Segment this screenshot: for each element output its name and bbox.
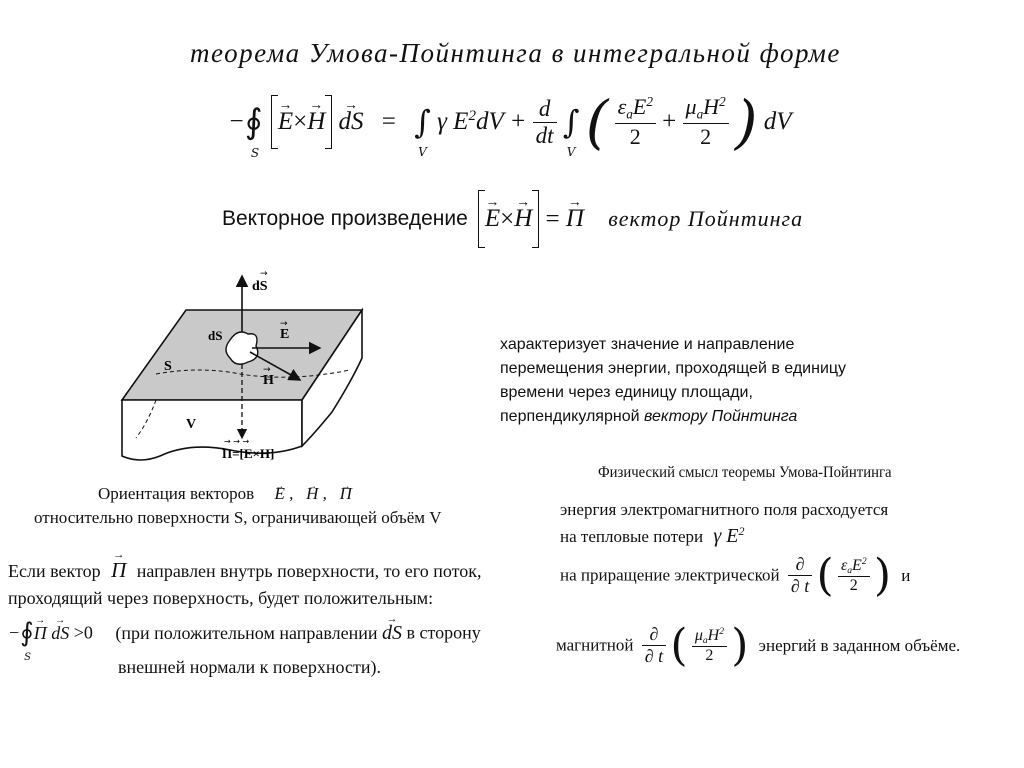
label-dS-patch: dS [208, 328, 223, 343]
bottom-line1b: направлен внутрь поверхности, то его поток, [136, 561, 482, 581]
caption-line2: относительно поверхности S, ограничивающей объём V [34, 508, 442, 527]
caption-line1: Ориентация векторов [98, 484, 255, 503]
physical-line3-row: на приращение электрической $\frac{\partial}{\partial t}$ ( $\frac{\varepsilon_aE^2}{2}$ ) и [560, 550, 911, 601]
bottom-line2: проходящий через поверхность, будет положительным: [8, 588, 434, 608]
bottom-cond-a: (при положительном направлении [115, 622, 378, 643]
svg-text:→: → [280, 319, 288, 329]
pointing-vector-label: вектор Пойнтинга [608, 206, 804, 231]
bottom-line4: внешней нормали к поверхности). [118, 657, 381, 677]
bottom-line3-row: −∮ S → П → dS >0 (при положительном направлении → dS в сторону [8, 618, 481, 658]
physical-line4b: энергий в заданном объёме. [758, 635, 961, 655]
diagram-caption: Ориентация векторов → E , → H , → П относительно поверхности S, ограничивающей объём V [98, 482, 442, 530]
label-V: V [186, 417, 197, 432]
physical-line1: энергия электромагнитного поля расходуется [560, 500, 889, 519]
label-S: S [164, 359, 172, 374]
label-H: H [263, 373, 274, 388]
bottom-line1a: Если вектор [8, 561, 101, 581]
volume-front-face [122, 400, 302, 460]
physical-line2-row: на тепловые потери γ $E^2$ [560, 524, 745, 548]
bottom-cond-b: в сторону [406, 622, 481, 643]
svg-text:→: → [260, 269, 268, 279]
description-line2: перемещения энергии, проходящей в единицу [500, 360, 847, 377]
physical-line2: на тепловые потери [560, 527, 704, 547]
description-line3: времени через единицу площади, [500, 384, 753, 401]
label-dS-top: dS [252, 279, 268, 294]
physical-line4-row: магнитной $\frac{\partial}{\partial t}$ ( $\frac{\mu_aH^2}{2}$ ) энергий в заданном объёме. [556, 620, 961, 671]
physical-line4a: магнитной [556, 635, 634, 655]
physical-line3-and: и [901, 565, 911, 585]
physical-meaning-title: Физический смысл теоремы Умова-Пойнтинга [598, 464, 892, 481]
label-E: E [280, 327, 290, 342]
poynting-volume-diagram [100, 262, 370, 472]
description-line4b: вектору Пойнтинга [643, 408, 798, 425]
description-line1: характеризует значение и направление [500, 336, 795, 353]
vector-product-label: Векторное произведение [222, 207, 468, 230]
bottom-line1-row: Если вектор → П направлен внутрь поверхности, то его поток, [8, 558, 482, 583]
vector-product-row: Векторное произведение → E×→ H = → П вектор Пойнтинга [222, 190, 803, 254]
main-formula: −∮ S → E×→ H → dS = ∫ V γ $E^2dV$ + $\frac{d}{dt}$ ∫ V ( $\frac{\varepsilon_aE^2}{2}$ + $\frac{\mu_aH^2}{2}$ ) dV [228, 88, 792, 158]
physical-line3: на приращение электрической [560, 565, 780, 585]
label-P: П=[E×H] [222, 446, 275, 461]
pointing-description [500, 333, 846, 429]
svg-text:→ → →: → → → [224, 437, 250, 446]
description-line4a: перпендикулярной [500, 408, 640, 425]
page-title: теорема Умова-Пойнтинга в интегральной форме [190, 38, 841, 68]
svg-text:→: → [263, 365, 271, 375]
